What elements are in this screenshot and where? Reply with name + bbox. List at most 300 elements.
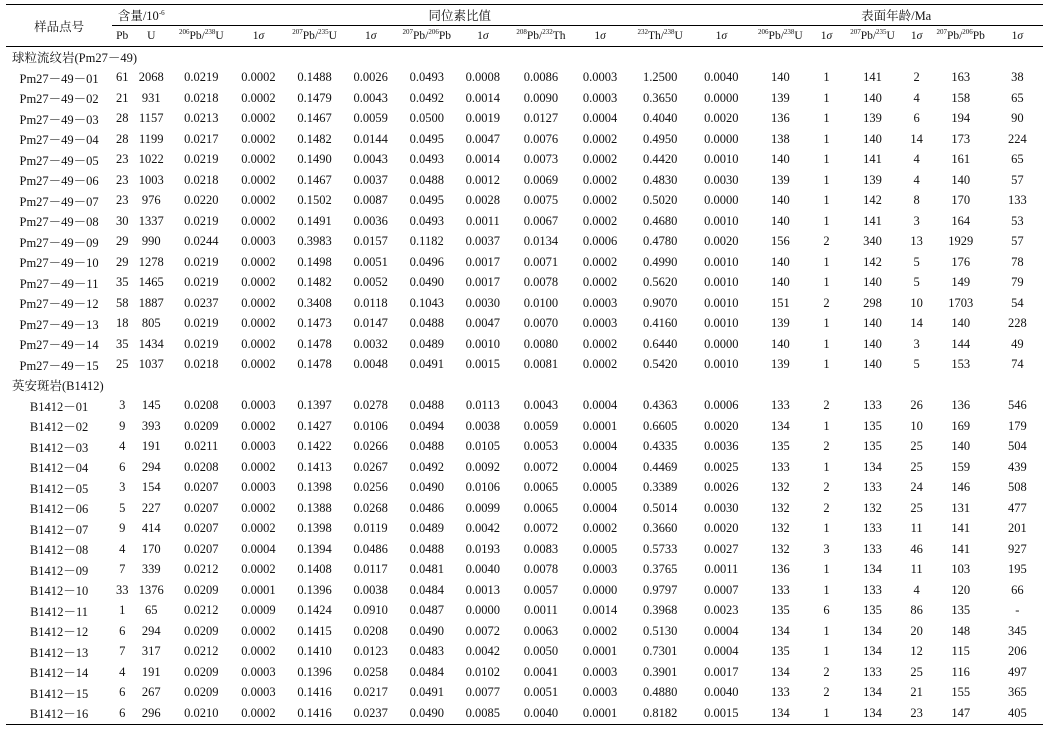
value-cell: 0.0030 (704, 172, 739, 187)
ratio-group-header: 同位素比值 (170, 5, 749, 26)
value-cell: 135 (863, 439, 882, 454)
sample-id-cell: Pm27－49－03 (19, 112, 99, 127)
value-cell: 24 (910, 480, 923, 495)
table-row (6, 334, 1043, 355)
value-cell: 25 (115, 357, 129, 372)
sigma-header: 1σ (252, 30, 265, 42)
value-cell: 0.0113 (465, 398, 500, 413)
value-cell: 0.0219 (184, 254, 219, 269)
value-cell: 0.0209 (184, 685, 219, 700)
section-header-row (6, 47, 1043, 68)
value-cell: 0.1473 (297, 316, 332, 331)
value-cell: 0.0040 (523, 705, 559, 720)
value-cell: 4 (913, 582, 920, 597)
value-cell: 0.0217 (184, 131, 219, 146)
value-cell: 0.0030 (465, 295, 501, 310)
table-row (6, 560, 1043, 581)
value-cell: 134 (863, 459, 882, 474)
value-cell: 54 (1011, 295, 1024, 310)
value-cell: 25 (910, 439, 923, 454)
value-cell: 21 (910, 685, 923, 700)
value-cell: 0.0072 (523, 521, 559, 536)
value-cell: 1 (823, 562, 830, 577)
ratio-207-206-header: $^{207}$Pb/$^{206}$Pb (402, 28, 451, 42)
value-cell: 1 (823, 70, 830, 85)
value-cell: 61 (115, 70, 129, 85)
table-row (6, 68, 1043, 89)
value-cell: 140 (771, 152, 790, 167)
value-cell: 0.0208 (184, 398, 219, 413)
value-cell: 0.0004 (241, 541, 276, 556)
value-cell: 0.0048 (353, 357, 388, 372)
value-cell: 0.0067 (523, 213, 559, 228)
value-cell: 0.0002 (582, 152, 618, 167)
value-cell: 0.0119 (353, 521, 388, 536)
value-cell: 0.1410 (297, 644, 332, 659)
value-cell: 0.1422 (297, 439, 332, 454)
value-cell: 132 (771, 500, 790, 515)
value-cell: 0.0026 (353, 70, 388, 85)
section-title: 球粒流纹岩(Pm27－49) (12, 51, 138, 66)
value-cell: 140 (951, 172, 971, 187)
value-cell: 405 (1008, 705, 1027, 720)
value-cell: 0.0043 (353, 152, 388, 167)
value-cell: 1 (823, 521, 830, 536)
value-cell: 141 (863, 213, 882, 228)
value-cell: 1703 (948, 295, 974, 310)
value-cell: 141 (951, 521, 971, 536)
table-row (6, 642, 1043, 663)
value-cell: 0.0217 (353, 685, 388, 700)
value-cell: 149 (951, 275, 971, 290)
value-cell: 0.0002 (241, 172, 276, 187)
value-cell: 140 (863, 357, 882, 372)
value-cell: 0.0002 (241, 357, 276, 372)
sample-id-cell: Pm27－49－02 (19, 92, 99, 107)
table-row (6, 273, 1043, 294)
value-cell: 1 (823, 336, 830, 351)
sample-header: 样品点号 (6, 5, 112, 47)
value-cell: - (1015, 603, 1020, 618)
sigma-header: 1σ (1011, 30, 1024, 42)
value-cell: 0.0020 (704, 418, 739, 433)
value-cell: 0.0052 (353, 275, 388, 290)
value-cell: 0.3389 (642, 480, 678, 495)
value-cell: 23 (910, 705, 923, 720)
value-cell: 0.0207 (184, 480, 219, 495)
value-cell: 0.1182 (409, 234, 444, 249)
value-cell: 393 (141, 418, 161, 433)
value-cell: 131 (951, 500, 971, 515)
value-cell: 201 (1008, 521, 1027, 536)
value-cell: 0.0208 (184, 459, 219, 474)
sample-id-cell: B1412－04 (29, 461, 89, 476)
value-cell: 4 (913, 152, 920, 167)
value-cell: 142 (863, 254, 882, 269)
value-cell: 0.1467 (297, 172, 332, 187)
value-cell: 0.0085 (465, 705, 501, 720)
sample-id-cell: Pm27－49－06 (19, 174, 99, 189)
sample-id-cell: B1412－01 (29, 399, 89, 414)
value-cell: 163 (951, 70, 971, 85)
value-cell: 0.7301 (642, 644, 678, 659)
value-cell: 0.0069 (523, 172, 559, 187)
sample-id-cell: Pm27－49－05 (19, 153, 99, 168)
value-cell: 0.0073 (523, 152, 559, 167)
table-row (6, 211, 1043, 232)
value-cell: 151 (771, 295, 790, 310)
value-cell: 0.0040 (465, 562, 501, 577)
value-cell: 224 (1008, 131, 1027, 146)
value-cell: 0.0063 (523, 623, 559, 638)
value-cell: 0.0003 (582, 316, 618, 331)
value-cell: 0.0488 (409, 398, 444, 413)
value-cell: 141 (863, 152, 882, 167)
value-cell: 146 (951, 480, 971, 495)
value-cell: 140 (863, 275, 882, 290)
value-cell: 0.0002 (241, 644, 276, 659)
value-cell: 0.0209 (184, 664, 219, 679)
sigma-header: 1σ (477, 30, 489, 42)
table-header (6, 5, 1043, 47)
table-row (6, 88, 1043, 109)
value-cell: 0.0491 (409, 357, 444, 372)
table-row (6, 703, 1043, 724)
value-cell: 2 (823, 685, 830, 700)
value-cell: 0.0078 (523, 562, 559, 577)
value-cell: 0.0002 (241, 418, 276, 433)
value-cell: 141 (951, 541, 971, 556)
value-cell: 0.0220 (184, 193, 219, 208)
value-cell: 120 (951, 582, 971, 597)
value-cell: 65 (1011, 152, 1024, 167)
value-cell: 0.6440 (642, 336, 678, 351)
value-cell: 0.0004 (582, 500, 618, 515)
value-cell: 296 (141, 705, 161, 720)
value-cell: 7 (119, 562, 126, 577)
value-cell: 0.0002 (582, 131, 618, 146)
value-cell: 14 (910, 316, 923, 331)
value-cell: 26 (910, 398, 923, 413)
value-cell: 136 (951, 398, 971, 413)
value-cell: 0.1397 (297, 398, 332, 413)
value-cell: 0.3901 (642, 664, 678, 679)
value-cell: 134 (863, 623, 882, 638)
value-cell: 228 (1008, 316, 1027, 331)
value-cell: 0.0010 (704, 254, 739, 269)
value-cell: 0.0002 (582, 336, 618, 351)
value-cell: 2 (823, 439, 830, 454)
pb-header: Pb (116, 30, 129, 42)
value-cell: 0.0193 (465, 541, 501, 556)
value-cell: 0.0105 (465, 439, 501, 454)
sample-id-cell: Pm27－49－04 (19, 133, 99, 148)
value-cell: 0.0037 (353, 172, 388, 187)
value-cell: 57 (1011, 234, 1024, 249)
value-cell: 139 (771, 90, 790, 105)
value-cell: 0.0495 (409, 193, 444, 208)
age-206-238-header: $^{206}$Pb/$^{238}$U (758, 28, 803, 42)
table-row (6, 129, 1043, 150)
table-row (6, 314, 1043, 335)
value-cell: 0.1479 (297, 90, 332, 105)
value-cell: 2 (823, 295, 830, 310)
value-cell: 1 (823, 582, 830, 597)
value-cell: 0.0207 (184, 500, 219, 515)
value-cell: 140 (771, 336, 790, 351)
table-row (6, 539, 1043, 560)
value-cell: 5 (119, 500, 126, 515)
value-cell: 0.0042 (465, 521, 501, 536)
value-cell: 134 (771, 623, 790, 638)
value-cell: 0.4950 (642, 131, 678, 146)
sample-id-cell: B1412－16 (29, 707, 89, 722)
value-cell: 1.2500 (642, 70, 678, 85)
value-cell: 0.0002 (241, 111, 276, 126)
table-row (6, 478, 1043, 499)
value-cell: 0.0207 (184, 541, 219, 556)
value-cell: 0.0011 (704, 562, 739, 577)
sigma-header: 1σ (715, 30, 727, 42)
value-cell: 135 (863, 418, 882, 433)
value-cell: 13 (910, 234, 923, 249)
value-cell: 115 (951, 644, 970, 659)
value-cell: 0.0207 (184, 521, 219, 536)
value-cell: 0.0127 (523, 111, 559, 126)
value-cell: 20 (910, 623, 923, 638)
value-cell: 0.0212 (184, 603, 219, 618)
value-cell: 66 (1011, 582, 1024, 597)
value-cell: 0.0004 (704, 644, 739, 659)
sample-id-cell: B1412－07 (29, 522, 89, 537)
value-cell: 0.0213 (184, 111, 219, 126)
table-row (6, 396, 1043, 417)
value-cell: 0.0075 (523, 193, 559, 208)
value-cell: 3 (913, 336, 920, 351)
value-cell: 0.0002 (582, 521, 618, 536)
value-cell: 805 (141, 316, 161, 331)
value-cell: 0.3650 (642, 90, 678, 105)
value-cell: 4 (119, 439, 126, 454)
value-cell: 0.1398 (297, 521, 332, 536)
sample-id-cell: Pm27－49－07 (19, 194, 99, 209)
zircon-u-pb-table (6, 4, 1043, 725)
ratio-232-238-header: $^{232}$Th/$^{238}$U (637, 28, 683, 42)
value-cell: 145 (141, 398, 161, 413)
sample-id-cell: B1412－02 (29, 420, 89, 435)
value-cell: 2 (823, 398, 830, 413)
value-cell: 546 (1008, 398, 1027, 413)
value-cell: 0.0268 (353, 500, 388, 515)
value-cell: 1 (823, 644, 830, 659)
value-cell: 0.0000 (704, 193, 739, 208)
value-cell: 0.3765 (642, 562, 678, 577)
value-cell: 10 (910, 295, 923, 310)
value-cell: 1157 (138, 111, 164, 126)
age-207-235-header: $^{207}$Pb/$^{235}$U (850, 28, 895, 42)
value-cell: 0.4335 (642, 439, 678, 454)
value-cell: 0.0490 (409, 705, 444, 720)
value-cell: 0.0083 (523, 541, 559, 556)
value-cell: 0.0003 (241, 664, 276, 679)
value-cell: 35 (115, 336, 129, 351)
value-cell: 0.0042 (465, 644, 501, 659)
value-cell: 0.0099 (465, 500, 501, 515)
value-cell: 0.0002 (241, 90, 276, 105)
value-cell: 0.0489 (409, 521, 444, 536)
value-cell: 0.0002 (582, 172, 618, 187)
sample-id-cell: B1412－05 (29, 481, 89, 496)
value-cell: 0.0010 (704, 295, 739, 310)
value-cell: 11 (910, 521, 923, 536)
value-cell: 0.1415 (297, 623, 332, 638)
u-header: U (147, 30, 156, 42)
value-cell: 0.0001 (582, 418, 618, 433)
value-cell: 927 (1008, 541, 1027, 556)
value-cell: 0.3660 (642, 521, 678, 536)
value-cell: 0.0036 (704, 439, 739, 454)
value-cell: 0.0040 (704, 685, 739, 700)
value-cell: 0.0036 (353, 213, 388, 228)
value-cell: 79 (1011, 275, 1024, 290)
value-cell: 140 (863, 90, 882, 105)
value-cell: 11 (910, 562, 923, 577)
value-cell: 0.1388 (297, 500, 332, 515)
value-cell: 0.0019 (465, 111, 501, 126)
value-cell: 0.0000 (465, 603, 501, 618)
value-cell: 345 (1008, 623, 1027, 638)
table-row (6, 580, 1043, 601)
table-row (6, 457, 1043, 478)
value-cell: 0.0001 (582, 705, 618, 720)
value-cell: 133 (771, 459, 790, 474)
table-row (6, 252, 1043, 273)
value-cell: 140 (951, 439, 971, 454)
value-cell: 0.4469 (642, 459, 678, 474)
value-cell: 365 (1008, 685, 1027, 700)
table-row (6, 109, 1043, 130)
sample-id-cell: B1412－06 (29, 502, 89, 517)
value-cell: 0.4830 (642, 172, 678, 187)
value-cell: 0.0219 (184, 213, 219, 228)
value-cell: 159 (951, 459, 971, 474)
value-cell: 0.0212 (184, 562, 219, 577)
value-cell: 0.0100 (523, 295, 559, 310)
value-cell: 0.0072 (465, 623, 501, 638)
value-cell: 1 (823, 152, 830, 167)
value-cell: 0.0910 (353, 603, 388, 618)
value-cell: 134 (771, 418, 790, 433)
value-cell: 317 (141, 644, 161, 659)
value-cell: 0.0003 (241, 685, 276, 700)
value-cell: 134 (863, 644, 882, 659)
value-cell: 132 (771, 541, 790, 556)
value-cell: 23 (115, 172, 129, 187)
value-cell: 0.4420 (642, 152, 678, 167)
value-cell: 65 (1011, 90, 1024, 105)
value-cell: 0.0014 (465, 90, 501, 105)
value-cell: 0.3983 (297, 234, 332, 249)
value-cell: 0.4680 (642, 213, 678, 228)
value-cell: 1337 (138, 213, 164, 228)
value-cell: 170 (141, 541, 161, 556)
value-cell: 0.0043 (523, 398, 559, 413)
sigma-header: 1σ (594, 30, 606, 42)
value-cell: 227 (141, 500, 161, 515)
value-cell: 508 (1008, 480, 1027, 495)
value-cell: 28 (115, 111, 129, 126)
age-207-206-header: $^{207}$Pb/$^{206}$Pb (936, 28, 985, 42)
value-cell: 0.0012 (465, 172, 501, 187)
value-cell: 0.0002 (241, 316, 276, 331)
value-cell: 0.0010 (704, 152, 739, 167)
value-cell: 154 (141, 480, 161, 495)
value-cell: 0.0076 (523, 131, 559, 146)
value-cell: 136 (771, 562, 790, 577)
value-cell: 116 (951, 664, 970, 679)
value-cell: 0.0488 (409, 541, 444, 556)
value-cell: 0.0002 (241, 295, 276, 310)
value-cell: 0.0117 (353, 562, 388, 577)
table-row (6, 519, 1043, 540)
value-cell: 161 (951, 152, 971, 167)
value-cell: 0.1424 (297, 603, 332, 618)
value-cell: 29 (115, 234, 129, 249)
value-cell: 14 (910, 131, 923, 146)
value-cell: 0.1396 (297, 582, 332, 597)
value-cell: 0.0007 (704, 582, 739, 597)
value-cell: 340 (863, 234, 882, 249)
value-cell: 0.1398 (297, 480, 332, 495)
value-cell: 90 (1011, 111, 1024, 126)
value-cell: 0.1502 (297, 193, 332, 208)
value-cell: 0.0004 (582, 459, 618, 474)
value-cell: 2 (823, 664, 830, 679)
value-cell: 78 (1011, 254, 1024, 269)
value-cell: 0.0017 (465, 275, 501, 290)
value-cell: 53 (1011, 213, 1024, 228)
value-cell: 0.0209 (184, 582, 219, 597)
sample-id-cell: Pm27－49－09 (19, 235, 99, 250)
value-cell: 0.0059 (353, 111, 388, 126)
value-cell: 147 (951, 705, 971, 720)
ratio-208-232-header: $^{208}$Pb/$^{232}$Th (516, 28, 566, 42)
value-cell: 0.0006 (704, 398, 739, 413)
value-cell: 0.8182 (642, 705, 678, 720)
value-cell: 1 (823, 623, 830, 638)
value-cell: 0.0002 (241, 705, 276, 720)
value-cell: 0.0218 (184, 172, 219, 187)
value-cell: 0.0017 (465, 254, 501, 269)
value-cell: 477 (1008, 500, 1027, 515)
value-cell: 0.0002 (241, 562, 276, 577)
sample-id-cell: Pm27－49－10 (19, 256, 99, 271)
value-cell: 0.0027 (704, 541, 739, 556)
value-cell: 0.0002 (241, 623, 276, 638)
value-cell: 0.0001 (241, 582, 276, 597)
value-cell: 0.0483 (409, 644, 444, 659)
value-cell: 0.0001 (582, 644, 618, 659)
value-cell: 132 (771, 480, 790, 495)
value-cell: 0.0003 (582, 295, 618, 310)
value-cell: 0.0014 (582, 603, 618, 618)
value-cell: 3 (913, 213, 920, 228)
sigma-header: 1σ (910, 30, 923, 42)
table-row (6, 170, 1043, 191)
value-cell: 0.0002 (582, 193, 618, 208)
value-cell: 0.0209 (184, 623, 219, 638)
value-cell: 0.0267 (353, 459, 388, 474)
